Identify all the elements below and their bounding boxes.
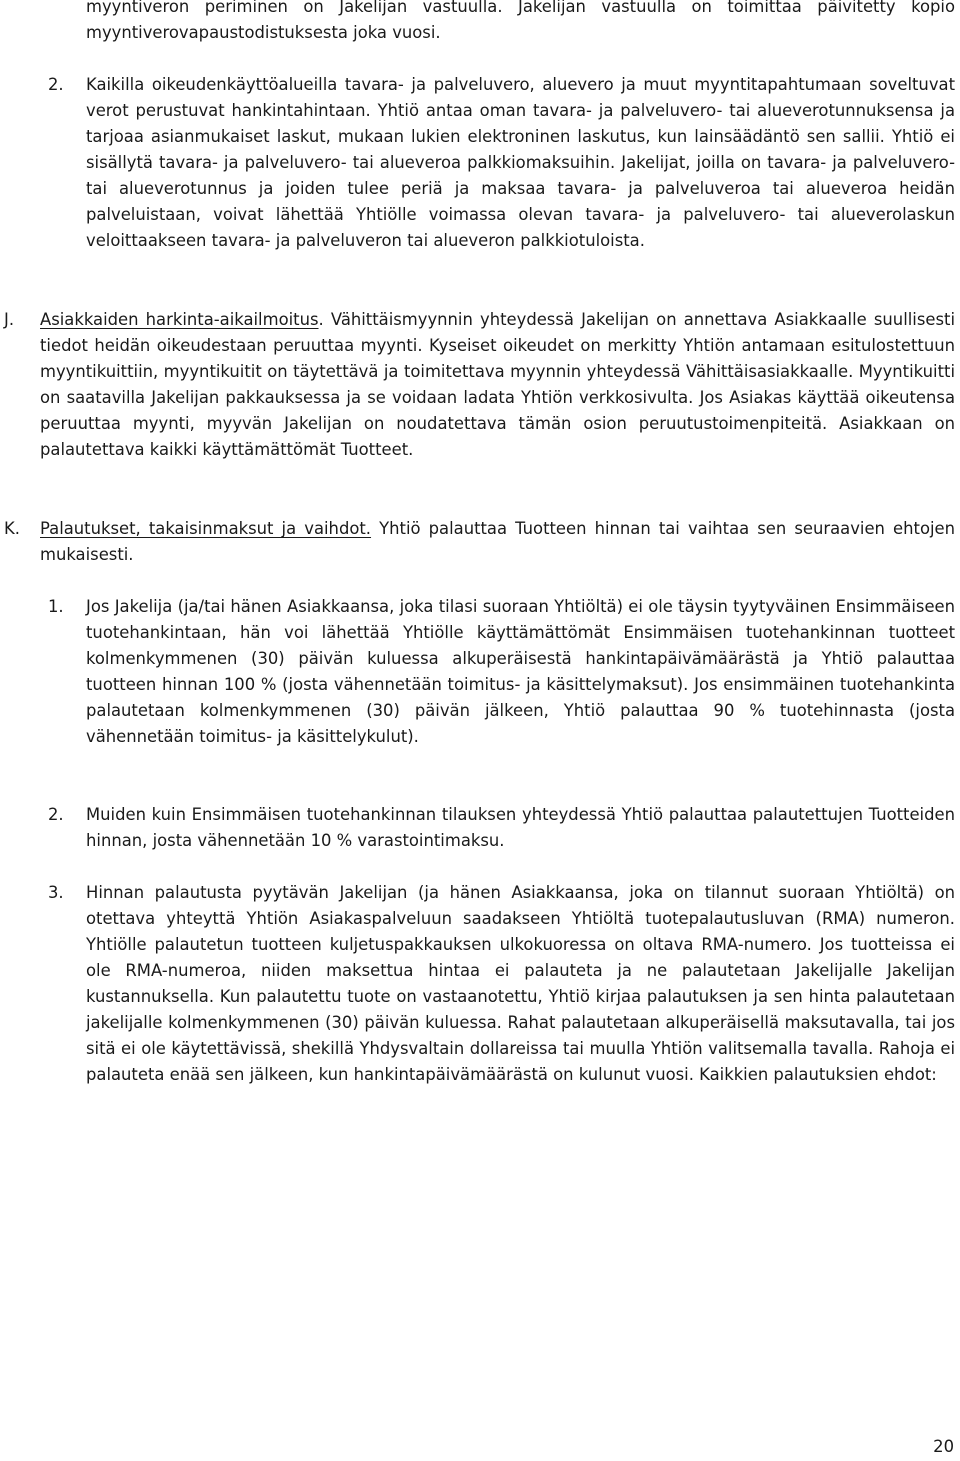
section-k-heading: Palautukset, takaisinmaksut ja vaihdot. [40, 519, 372, 538]
list-item-number: 3. [48, 883, 64, 902]
list-item [86, 880, 955, 1088]
section-j-period: . [318, 310, 324, 329]
list-item [86, 594, 955, 750]
list-item-text: Jos Jakelija (ja/tai hänen Asiakkaansa, joka tilasi suoraan Yhtiöltä) ei ole täysin tyytyväinen Ensimmäiseen tuotehankintaan, hän voi lähettää Yhtiölle käyttämättömät Ensimmäisen tuotehankinnan tuotteet kolmenkymmenen (30) päivän kuluessa alkuperäisestä hankintapäivämäärästä ja Yhtiö palauttaa tuotteen hinnan 100 % (josta vähennetään toimitus- ja käsittelymaksut). Jos ensimmäinen tuotehankinta palautetaan kolmenkymmenen (30) päivän jälkeen, Yhtiö palauttaa 90 % tuotehinnasta (josta vähennetään toimitus- ja käsittelykulut). [86, 597, 955, 746]
list-item-number: 1. [48, 597, 64, 616]
page-number: 20 [933, 1437, 954, 1456]
list-item-number: 2. [48, 805, 64, 824]
list-item-text: Muiden kuin Ensimmäisen tuotehankinnan tilauksen yhteydessä Yhtiö palauttaa palautettujen Tuotteiden hinnan, josta vähennetään 10 % varastointimaksu. [86, 805, 955, 850]
intro-text: myyntiveron periminen on Jakelijan vastuulla. Jakelijan vastuulla on toimittaa päivitetty kopio myyntiverovapaustodistuksesta joka vuosi. [86, 0, 955, 42]
section-k-letter: K. [4, 519, 20, 538]
section-k-text: Yhtiö palauttaa Tuotteen hinnan tai vaihtaa sen seuraavien ehtojen mukaisesti. [40, 519, 955, 564]
item-2-text: Kaikilla oikeudenkäyttöalueilla tavara- ja palveluvero, aluevero ja muut myyntitapahtumaan soveltuvat verot perustuvat hankintahintaan. Yhtiö antaa oman tavara- ja palveluvero- tai alueverotunnuksensa ja tarjoaa asianmukaiset laskut, mukaan lukien elektroninen laskutus, kun lainsäädäntö sen sallii. Yhtiö ei sisällytä tavara- ja palveluvero- tai alueveroa palkkiomaksuihin. Jakelijat, joilla on tavara- ja palveluvero- tai alueverotunnus ja joiden tulee periä ja maksaa tavara- ja palveluveroa tai alueveroa heidän palveluistaan, voivat lähettää Yhtiölle voimassa olevan tavara- ja palveluvero- tai alueverolaskun veloittaakseen tavara- ja palveluveron tai alueveron palkkiotuloista. [86, 75, 955, 250]
section-j-paragraph [40, 307, 955, 463]
section-j-text: Vähittäismyynnin yhteydessä Jakelijan on annettava Asiakkaalle suullisesti tiedot heidän oikeudestaan peruuttaa myynti. Kyseiset oikeudet on merkitty Yhtiön antamaan esitulostettuun myyntikuittiin, myyntikuitit on täytettävä ja toimitettava myynnin yhteydessä Vähittäisasiakkaalle. Myyntikuitti on saatavilla Jakelijan pakkauksessa ja se voidaan ladata Yhtiön verkkosivulta. Jos Asiakas käyttää oikeutensa peruuttaa myynti, myyvän Jakelijan on noudatettava tämän osion peruutustoimenpiteitä. Asiakkaan on palautettava kaikki käyttämättömät Tuotteet. [40, 310, 955, 459]
item-2-paragraph [86, 72, 955, 254]
section-j-letter: J. [4, 310, 15, 329]
section-k-paragraph [40, 516, 955, 568]
list-item-text: Hinnan palautusta pyytävän Jakelijan (ja hänen Asiakkaansa, joka on tilannut suoraan Yhtiöltä) on otettava yhteyttä Yhtiön Asiakaspalveluun saadakseen Yhtiöltä tuotepalautusluvan (RMA) numeron. Yhtiölle palautetun tuotteen kuljetuspakkauksen ulkokuoressa on oltava RMA-numero. Jos tuotteissa ei ole RMA-numeroa, niiden maksettua hintaa ei palauteta ja ne palautetaan Jakelijalle Jakelijan kustannuksella. Kun palautettu tuote on vastaanotettu, Yhtiö kirjaa palautuksen ja sen hinta palautetaan jakelijalle kolmenkymmenen (30) päivän kuluessa. Rahat palautetaan alkuperäisellä maksutavalla, tai jos sitä ei ole käytettävissä, shekillä Yhdysvaltain dollareissa tai muulla Yhtiön valitsemalla tavalla. Rahoja ei palauteta enää sen jälkeen, kun hankintapäivämäärästä on kulunut vuosi. Kaikkien palautuksien ehdot: [86, 883, 955, 1084]
list-item [86, 802, 955, 854]
section-j-heading: Asiakkaiden harkinta-aikailmoitus [40, 310, 319, 329]
item-2-number: 2. [48, 75, 64, 94]
intro-paragraph [86, 0, 955, 46]
